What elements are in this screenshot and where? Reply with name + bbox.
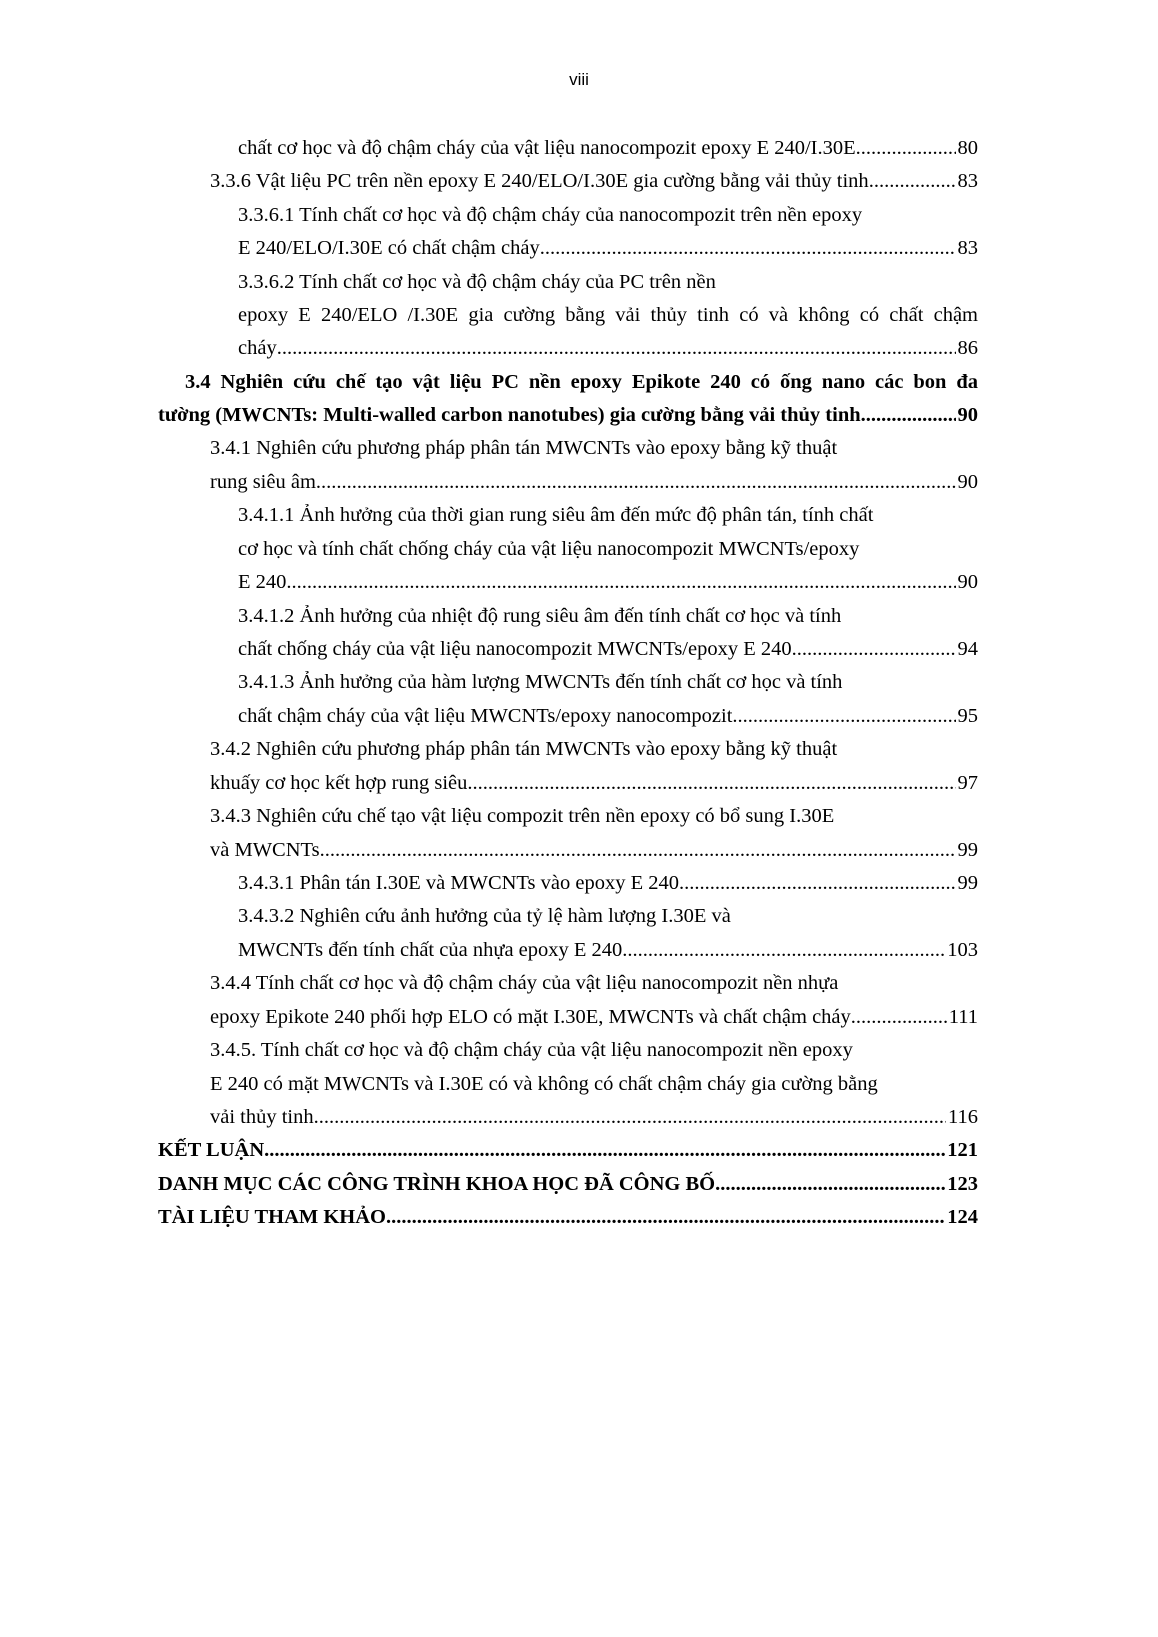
- toc-leader: [792, 633, 956, 665]
- toc-leader: [856, 132, 956, 164]
- toc-entry-text: 3.4.1.2 Ảnh hưởng của nhiệt độ rung siêu âm đến tính chất cơ học và tính: [238, 605, 842, 627]
- toc-entry[interactable]: [238, 934, 978, 966]
- toc-leader: [732, 700, 955, 732]
- toc-entry[interactable]: [210, 1101, 978, 1133]
- toc-entry-text: 3.4.4 Tính chất cơ học và độ chậm cháy của vật liệu nanocompozit nền nhựa: [210, 972, 839, 994]
- toc-entry-text: E 240: [238, 571, 287, 593]
- toc-entry-text: 3.4.1 Nghiên cứu phương pháp phân tán MWCNTs vào epoxy bằng kỹ thuật: [210, 437, 838, 459]
- toc-entry-text: và MWCNTs: [210, 839, 320, 861]
- toc-entry[interactable]: [158, 1168, 978, 1200]
- toc-entry-text: 3.4.1.3 Ảnh hưởng của hàm lượng MWCNTs đến tính chất cơ học và tính: [238, 671, 843, 693]
- toc-entry[interactable]: [238, 332, 978, 364]
- toc-entry-page: 121: [947, 1139, 978, 1161]
- toc-entry[interactable]: [238, 867, 978, 899]
- toc-leader: [869, 165, 956, 197]
- toc-leader: [264, 1134, 945, 1166]
- toc-entry-text: vải thủy tinh: [210, 1106, 314, 1128]
- toc-entry[interactable]: [210, 165, 978, 197]
- toc-entry[interactable]: [238, 566, 978, 598]
- toc-leader: [277, 332, 956, 364]
- toc-leader: [861, 399, 956, 431]
- toc-leader: [679, 867, 956, 899]
- toc-entry-text: 3.3.6 Vật liệu PC trên nền epoxy E 240/ELO/I.30E gia cường bằng vải thủy tinh: [210, 170, 869, 192]
- toc-entry[interactable]: [210, 1001, 978, 1033]
- toc-entry-text: khuấy cơ học kết hợp rung siêu: [210, 772, 468, 794]
- toc-entry-text: DANH MỤC CÁC CÔNG TRÌNH KHOA HỌC ĐÃ CÔNG BỐ: [158, 1173, 716, 1195]
- toc-entry-text: KẾT LUẬN: [158, 1139, 265, 1161]
- toc-entry[interactable]: [158, 399, 978, 431]
- toc-entry-text: epoxy E 240/ELO /I.30E gia cường bằng vải thủy tinh có và không có chất chậm: [238, 304, 978, 326]
- toc-entry-page: 99: [957, 839, 978, 861]
- toc-leader: [851, 1001, 947, 1033]
- toc-entry-text: chất cơ học và độ chậm cháy của vật liệu nanocompozit epoxy E 240/I.30E: [238, 137, 856, 159]
- toc-entry-page: 99: [957, 872, 978, 894]
- toc-entry-text: 3.3.6.2 Tính chất cơ học và độ chậm cháy của PC trên nền: [238, 271, 716, 293]
- toc-entry-text: 3.4.2 Nghiên cứu phương pháp phân tán MWCNTs vào epoxy bằng kỹ thuật: [210, 738, 838, 760]
- toc-entry[interactable]: [238, 700, 978, 732]
- toc-leader: [622, 934, 945, 966]
- toc-entry-text: rung siêu âm: [210, 471, 316, 493]
- toc-entry-page: 83: [957, 170, 978, 192]
- toc-entry[interactable]: [238, 132, 978, 164]
- toc-entry-text: chất chống cháy của vật liệu nanocompozit MWCNTs/epoxy E 240: [238, 638, 792, 660]
- toc-entry-text: epoxy Epikote 240 phối hợp ELO có mặt I.30E, MWCNTs và chất chậm cháy: [210, 1006, 851, 1028]
- toc-entry-page: 90: [957, 471, 978, 493]
- toc-entry-text: 3.4.3.2 Nghiên cứu ảnh hưởng của tỷ lệ hàm lượng I.30E và: [238, 905, 731, 927]
- toc-entry[interactable]: [158, 1134, 978, 1166]
- toc-entry-page: 124: [947, 1206, 978, 1228]
- toc-entry-page: 80: [957, 137, 978, 159]
- toc-entry-page: 94: [957, 638, 978, 660]
- toc-entry-text: 3.4.3.1 Phân tán I.30E và MWCNTs vào epoxy E 240: [238, 872, 679, 894]
- toc-entry-text: tường (MWCNTs: Multi-walled carbon nanotubes) gia cường bằng vải thủy tinh: [158, 404, 861, 426]
- toc-entry-page: 83: [957, 237, 978, 259]
- toc-entry-page: 123: [947, 1173, 978, 1195]
- toc-leader: [316, 466, 956, 498]
- toc-leader: [320, 834, 956, 866]
- toc-leader: [386, 1201, 945, 1233]
- toc-entry-text: chất chậm cháy của vật liệu MWCNTs/epoxy nanocompozit: [238, 705, 733, 727]
- toc-entry-text: 3.4.5. Tính chất cơ học và độ chậm cháy của vật liệu nanocompozit nền epoxy: [210, 1039, 853, 1061]
- toc-entry-page: 90: [957, 571, 978, 593]
- toc-entry-text: E 240 có mặt MWCNTs và I.30E có và không có chất chậm cháy gia cường bằng: [210, 1073, 878, 1095]
- toc-entry[interactable]: [158, 1201, 978, 1233]
- toc-leader: [540, 232, 956, 264]
- toc-leader: [715, 1168, 945, 1200]
- toc-entry-text: 3.4.3 Nghiên cứu chế tạo vật liệu compozit trên nền epoxy có bổ sung I.30E: [210, 805, 835, 827]
- toc-entry-text: 3.3.6.1 Tính chất cơ học và độ chậm cháy của nanocompozit trên nền epoxy: [238, 204, 863, 226]
- toc-leader: [467, 767, 955, 799]
- toc-entry[interactable]: [238, 232, 978, 264]
- toc-entry[interactable]: [238, 633, 978, 665]
- toc-entry[interactable]: [210, 834, 978, 866]
- toc-entry-page: 116: [948, 1106, 978, 1128]
- toc-entry-text: cơ học và tính chất chống cháy của vật liệu nanocompozit MWCNTs/epoxy: [238, 538, 860, 560]
- toc-entry-text: cháy: [238, 337, 277, 359]
- toc-entry-page: 97: [957, 772, 978, 794]
- toc-section-heading[interactable]: 3.4 Nghiên cứu chế tạo vật liệu PC nền epoxy Epikote 240 có ống nano các bon đa: [185, 371, 978, 393]
- toc-entry[interactable]: [210, 466, 978, 498]
- toc-leader: [314, 1101, 946, 1133]
- toc-entry-text: MWCNTs đến tính chất của nhựa epoxy E 240: [238, 939, 623, 961]
- toc-entry-text: TÀI LIỆU THAM KHẢO: [158, 1206, 387, 1228]
- toc-entry-text: E 240/ELO/I.30E có chất chậm cháy: [238, 237, 540, 259]
- page-number: viii: [569, 70, 589, 89]
- toc-entry-page: 103: [947, 939, 978, 961]
- toc-entry-text: 3.4.1.1 Ảnh hưởng của thời gian rung siêu âm đến mức độ phân tán, tính chất: [238, 504, 874, 526]
- toc-entry-page: 95: [957, 705, 978, 727]
- toc-entry-page: 90: [957, 404, 978, 426]
- toc-entry[interactable]: [210, 767, 978, 799]
- toc-leader: [286, 566, 955, 598]
- toc-entry-page: 86: [957, 337, 978, 359]
- toc-entry-page: 111: [948, 1006, 978, 1028]
